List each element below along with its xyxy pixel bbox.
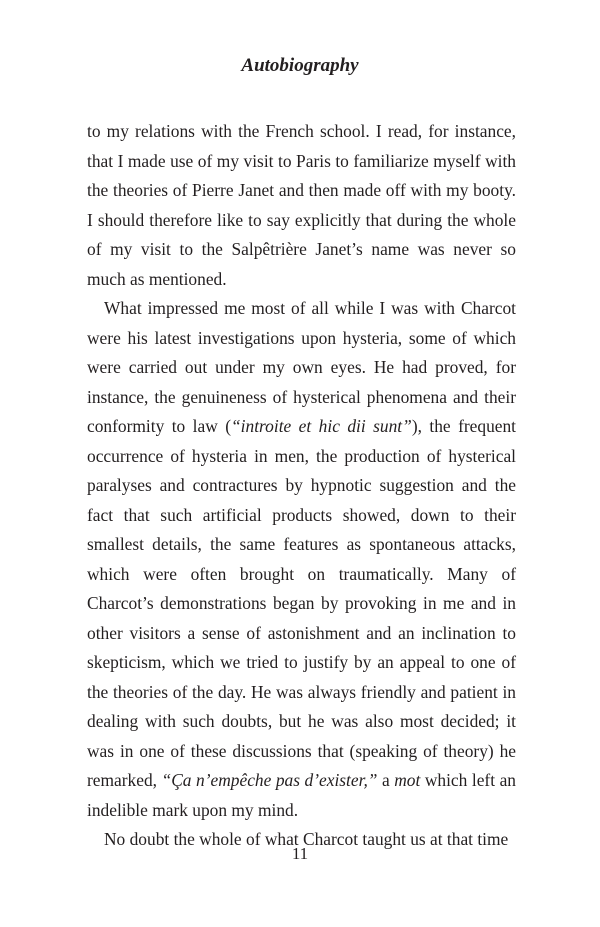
french-quote: “Ça n’empêche pas d’exister,” xyxy=(161,770,378,790)
mot-word: mot xyxy=(394,770,421,790)
body-text xyxy=(87,117,516,855)
paragraph-2-part-a: What impressed me most of all while I was with Charcot were his latest investigations upon hysteria, some of which were carried out under my own eyes. He had proved, for instance, the genuineness of hysterical phenomena and their conformity to law ( xyxy=(87,298,516,436)
paragraph-3: No doubt the whole of what Charcot taught us at that time xyxy=(104,829,509,849)
paragraph-2 xyxy=(87,294,516,825)
paragraph-2-part-d: which left an indelible mark upon my mind. xyxy=(87,770,516,820)
paragraph-1: to my relations with the French school. I read, for instance, that I made use of my visit to Paris to familiarize myself with the theories of Pierre Janet and then made off with my booty. I should therefore like to say explicitly that during the whole of my visit to the Salpêtrière Janet’s name was never so much as mentioned. xyxy=(87,121,516,289)
paragraph-2-part-b: ), the frequent occurrence of hysteria in men, the production of hysterical paralyses and contractures by hypnotic suggestion and the fact that such artificial products showed, down to their smallest details, the same features as spontaneous attacks, which were often brought on traumatically. Many of Charcot’s demonstrations began by provoking in me and in other visitors a sense of astonishment and an inclination to skepticism, which we tried to justify by an appeal to one of the theories of the day. He was always friendly and patient in dealing with such doubts, but he was also most decided; it was in one of these discussions that (speaking of theory) he remarked, xyxy=(87,416,517,790)
running-title: Autobiography xyxy=(241,55,359,76)
latin-quote: “introite et hic dii sunt” xyxy=(231,416,412,436)
paragraph-2-part-c: a xyxy=(377,770,395,790)
page-number: 11 xyxy=(291,844,309,863)
